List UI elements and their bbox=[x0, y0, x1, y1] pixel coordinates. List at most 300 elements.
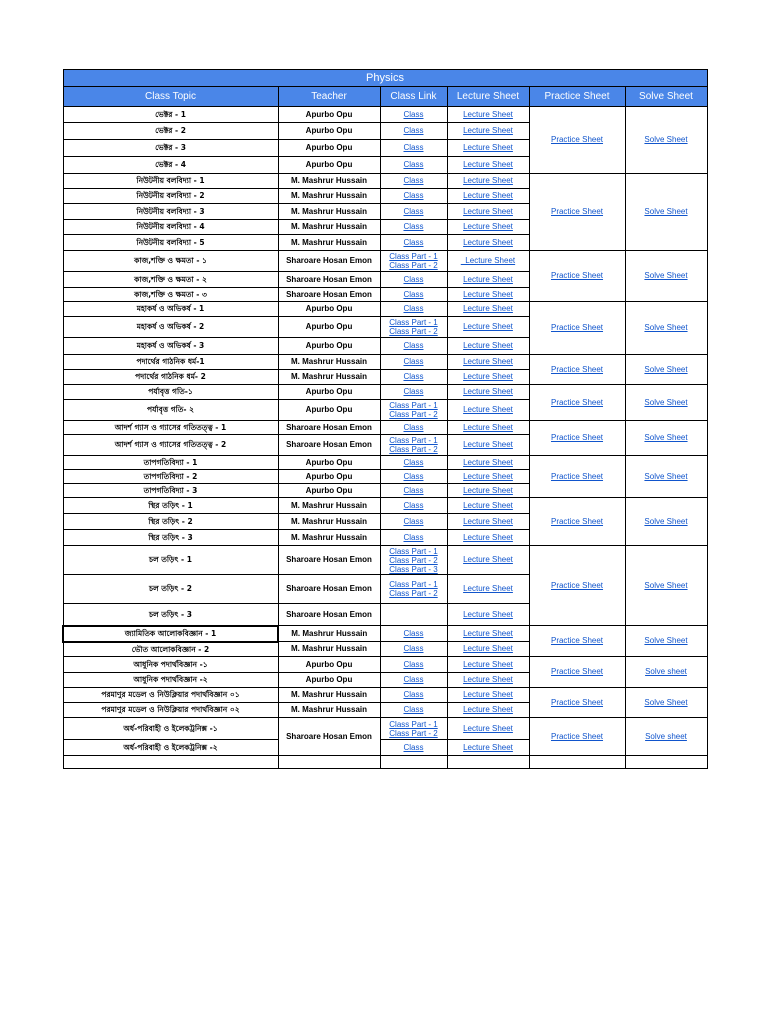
lecture-sheet-cell bbox=[447, 470, 529, 484]
practice-sheet-cell bbox=[529, 456, 625, 498]
teacher-cell: Apurbo Opu bbox=[278, 338, 380, 355]
table-row bbox=[63, 688, 707, 703]
lecture-sheet-link[interactable]: Lecture Sheet bbox=[463, 659, 513, 669]
class-topic-cell: তাপগতিবিদ্যা - 1 bbox=[63, 456, 278, 470]
teacher-cell: Sharoare Hosan Emon bbox=[278, 718, 380, 756]
solve-sheet-link[interactable]: Solve Sheet bbox=[644, 135, 688, 144]
practice-sheet-cell bbox=[529, 718, 625, 756]
lecture-sheet-cell bbox=[447, 235, 529, 251]
class-link-cell bbox=[380, 235, 447, 251]
solve-sheet-link[interactable]: Solve Sheet bbox=[644, 516, 688, 526]
class-topic-cell: চল তড়িৎ - 1 bbox=[63, 546, 278, 575]
lecture-sheet-cell bbox=[447, 657, 529, 673]
practice-sheet-link[interactable]: Practice Sheet bbox=[550, 667, 604, 676]
lecture-sheet-link[interactable]: Lecture Sheet bbox=[463, 341, 513, 350]
lecture-sheet-cell bbox=[447, 703, 529, 718]
class-link[interactable]: Class bbox=[403, 109, 424, 119]
class-link[interactable]: Class bbox=[403, 457, 424, 467]
class-link[interactable]: Class Part - 3 bbox=[389, 564, 438, 574]
table-row bbox=[63, 355, 707, 370]
lecture-sheet-link[interactable]: Lecture Sheet bbox=[463, 357, 513, 366]
class-topic-cell: পরমাণুর মডেল ও নিউক্লিয়ার পদার্থবিজ্ঞান ০১ bbox=[63, 688, 278, 703]
class-topic-cell: ভৌত আলোকবিজ্ঞান - 2 bbox=[63, 642, 278, 657]
solve-sheet-link[interactable]: Solve Sheet bbox=[644, 636, 688, 645]
solve-sheet-cell bbox=[625, 355, 707, 385]
table-row bbox=[63, 756, 707, 769]
lecture-sheet-cell bbox=[447, 421, 529, 435]
class-link[interactable]: Class bbox=[403, 690, 424, 699]
practice-sheet-cell bbox=[529, 251, 625, 302]
class-link[interactable]: Class bbox=[403, 422, 424, 432]
class-topic-cell: আদর্শ গ্যাস ও গ্যাসের গতিতত্ত্ব - 1 bbox=[63, 421, 278, 435]
solve-sheet-link[interactable]: Solve Sheet bbox=[644, 697, 688, 707]
class-link[interactable]: Class Part - 2 bbox=[389, 445, 438, 454]
solve-sheet-link[interactable]: Solve Sheet bbox=[644, 323, 688, 332]
class-link[interactable]: Class Part - 1 bbox=[389, 546, 438, 556]
class-link[interactable]: Class Part - 1 bbox=[389, 252, 438, 261]
lecture-sheet-cell bbox=[447, 626, 529, 642]
class-topic-cell: মহাকর্ষ ও অভিকর্ষ - 1 bbox=[63, 302, 278, 317]
class-link-cell bbox=[380, 718, 447, 740]
class-link-cell bbox=[380, 107, 447, 123]
lecture-sheet-link[interactable]: Lecture Sheet bbox=[463, 289, 513, 299]
table-row bbox=[63, 456, 707, 470]
class-link[interactable]: Class bbox=[403, 628, 424, 638]
lecture-sheet-link[interactable]: Lecture Sheet bbox=[463, 304, 513, 313]
class-topic-cell: তাপগতিবিদ্যা - 2 bbox=[63, 470, 278, 484]
teacher-cell: Apurbo Opu bbox=[278, 456, 380, 470]
practice-sheet-cell bbox=[529, 385, 625, 421]
class-link[interactable]: Class bbox=[403, 705, 424, 714]
class-link-cell bbox=[380, 385, 447, 400]
lecture-sheet-link[interactable]: Lecture Sheet bbox=[463, 109, 513, 119]
teacher-cell: Sharoare Hosan Emon bbox=[278, 575, 380, 604]
lecture-sheet-cell bbox=[447, 288, 529, 302]
lecture-sheet-link[interactable]: Lecture Sheet bbox=[463, 675, 513, 684]
class-topic-cell: নিউটনীয় বলবিদ্যা - 4 bbox=[63, 220, 278, 235]
lecture-sheet-link[interactable]: Lecture Sheet bbox=[463, 422, 513, 432]
practice-sheet-cell bbox=[529, 302, 625, 355]
lecture-sheet-cell bbox=[447, 642, 529, 657]
practice-sheet-cell bbox=[529, 421, 625, 456]
class-link[interactable]: Class bbox=[403, 160, 424, 169]
table-row bbox=[63, 546, 707, 575]
lecture-sheet-link[interactable]: Lecture Sheet bbox=[463, 405, 513, 414]
lecture-sheet-cell bbox=[447, 514, 529, 530]
class-topic-cell: পরমাণুর মডেল ও নিউক্লিয়ার পদার্থবিজ্ঞান ০২ bbox=[63, 703, 278, 718]
class-link-cell bbox=[380, 174, 447, 189]
teacher-cell: M. Mashrur Hussain bbox=[278, 498, 380, 514]
table-body bbox=[63, 107, 707, 769]
table-row bbox=[63, 302, 707, 317]
class-topic-cell: আদর্শ গ্যাস ও গ্যাসের গতিতত্ত্ব - 2 bbox=[63, 435, 278, 456]
practice-sheet-cell bbox=[529, 546, 625, 626]
lecture-sheet-cell bbox=[447, 385, 529, 400]
lecture-sheet-cell bbox=[447, 530, 529, 546]
class-topic-cell: চল তড়িৎ - 2 bbox=[63, 575, 278, 604]
table-row bbox=[63, 718, 707, 740]
class-link-cell bbox=[380, 355, 447, 370]
class-link[interactable]: Class bbox=[403, 341, 424, 350]
solve-sheet-cell bbox=[625, 251, 707, 302]
solve-sheet-cell bbox=[625, 756, 707, 769]
lecture-sheet-cell bbox=[447, 740, 529, 756]
lecture-sheet-link[interactable]: Lecture Sheet bbox=[463, 222, 513, 231]
class-topic-cell: চল তড়িৎ - 3 bbox=[63, 604, 278, 626]
class-topic-cell: পদার্থের গাঠনিক ধর্ম-1 bbox=[63, 355, 278, 370]
class-link-cell bbox=[380, 498, 447, 514]
class-link-cell bbox=[380, 470, 447, 484]
solve-sheet-link[interactable]: Solve Sheet bbox=[644, 271, 688, 280]
class-topic-cell: মহাকর্ষ ও অভিকর্ষ - 2 bbox=[63, 317, 278, 338]
teacher-cell: Apurbo Opu bbox=[278, 123, 380, 140]
solve-sheet-cell bbox=[625, 456, 707, 498]
class-link-cell bbox=[380, 456, 447, 470]
class-link-cell bbox=[380, 302, 447, 317]
class-topic-cell: নিউটনীয় বলবিদ্যা - 5 bbox=[63, 235, 278, 251]
solve-sheet-link[interactable]: Solve Sheet bbox=[644, 471, 688, 481]
solve-sheet-cell bbox=[625, 718, 707, 756]
class-link[interactable]: Class bbox=[403, 304, 424, 313]
lecture-sheet-link[interactable]: _Lecture Sheet bbox=[460, 256, 516, 265]
solve-sheet-link[interactable]: Solve sheet bbox=[645, 731, 687, 741]
class-topic-cell: স্থির তড়িৎ - 2 bbox=[63, 514, 278, 530]
lecture-sheet-cell bbox=[447, 456, 529, 470]
class-link[interactable]: Class Part - 2 bbox=[389, 327, 438, 336]
class-link-cell bbox=[380, 189, 447, 204]
class-topic-cell: অর্ধ-পরিবাহী ও ইলেকট্রনিক্স -১ bbox=[63, 718, 278, 740]
teacher-cell: Apurbo Opu bbox=[278, 484, 380, 498]
lecture-sheet-link[interactable]: Lecture Sheet bbox=[463, 176, 513, 185]
column-header-solve-sheet: Solve Sheet bbox=[625, 87, 707, 107]
class-link-cell bbox=[380, 484, 447, 498]
teacher-cell: Apurbo Opu bbox=[278, 140, 380, 157]
solve-sheet-link[interactable]: Solve Sheet bbox=[644, 364, 688, 374]
solve-sheet-cell bbox=[625, 546, 707, 626]
lecture-sheet-cell bbox=[447, 140, 529, 157]
lecture-sheet-cell bbox=[447, 355, 529, 370]
class-link[interactable]: Class Part - 2 bbox=[389, 261, 438, 270]
practice-sheet-cell bbox=[529, 174, 625, 251]
practice-sheet-link[interactable]: Practice Sheet bbox=[550, 135, 604, 144]
teacher-cell bbox=[278, 756, 380, 769]
class-link[interactable]: Class Part - 1 bbox=[389, 318, 438, 327]
practice-sheet-link[interactable]: Practice Sheet bbox=[550, 731, 604, 741]
solve-sheet-link[interactable]: Solve Sheet bbox=[644, 207, 688, 216]
solve-sheet-cell bbox=[625, 302, 707, 355]
lecture-sheet-link[interactable]: Lecture Sheet bbox=[463, 126, 513, 135]
teacher-cell: Sharoare Hosan Emon bbox=[278, 272, 380, 288]
lecture-sheet-cell bbox=[447, 756, 529, 769]
class-link-cell bbox=[380, 220, 447, 235]
lecture-sheet-link[interactable]: Lecture Sheet bbox=[463, 555, 513, 564]
class-link-cell bbox=[380, 370, 447, 385]
teacher-cell: Sharoare Hosan Emon bbox=[278, 546, 380, 575]
teacher-cell: M. Mashrur Hussain bbox=[278, 370, 380, 385]
class-topic-cell: ভেক্টর - 1 bbox=[63, 107, 278, 123]
solve-sheet-cell bbox=[625, 657, 707, 688]
class-topic-cell: আধুনিক পদার্থবিজ্ঞান -২ bbox=[63, 673, 278, 688]
table-row bbox=[63, 657, 707, 673]
class-link[interactable]: Class Part - 1 bbox=[389, 719, 438, 729]
lecture-sheet-cell bbox=[447, 123, 529, 140]
class-link[interactable]: Class bbox=[403, 237, 424, 247]
lecture-sheet-link[interactable]: Lecture Sheet bbox=[463, 387, 513, 396]
table-row bbox=[63, 626, 707, 642]
class-topic-cell: কাজ,শক্তি ও ক্ষমতা - ২ bbox=[63, 272, 278, 288]
teacher-cell: Apurbo Opu bbox=[278, 673, 380, 688]
lecture-sheet-cell bbox=[447, 338, 529, 355]
lecture-sheet-cell bbox=[447, 220, 529, 235]
teacher-cell: M. Mashrur Hussain bbox=[278, 688, 380, 703]
teacher-cell: M. Mashrur Hussain bbox=[278, 189, 380, 204]
class-topic-cell: আধুনিক পদার্থবিজ্ঞান -১ bbox=[63, 657, 278, 673]
class-link[interactable]: Class bbox=[403, 206, 424, 216]
solve-sheet-cell bbox=[625, 421, 707, 456]
solve-sheet-cell bbox=[625, 385, 707, 421]
lecture-sheet-cell bbox=[447, 317, 529, 338]
class-link[interactable]: Class bbox=[403, 659, 424, 669]
lecture-sheet-link[interactable]: Lecture Sheet bbox=[463, 160, 513, 169]
practice-sheet-link[interactable]: Practice Sheet bbox=[550, 397, 604, 407]
lecture-sheet-link[interactable]: Lecture Sheet bbox=[463, 584, 513, 593]
solve-sheet-cell bbox=[625, 688, 707, 718]
class-link[interactable]: Class bbox=[403, 222, 424, 231]
lecture-sheet-cell bbox=[447, 251, 529, 272]
class-topic-cell: নিউটনীয় বলবিদ্যা - 2 bbox=[63, 189, 278, 204]
class-link[interactable]: Class bbox=[403, 675, 424, 684]
class-link[interactable]: Class Part - 1 bbox=[389, 580, 438, 589]
class-link-cell bbox=[380, 272, 447, 288]
teacher-cell: Apurbo Opu bbox=[278, 385, 380, 400]
practice-sheet-link[interactable]: Practice Sheet bbox=[550, 636, 604, 645]
class-link[interactable]: Class bbox=[403, 516, 424, 526]
practice-sheet-cell bbox=[529, 657, 625, 688]
class-link[interactable]: Class bbox=[403, 143, 424, 152]
table-row bbox=[63, 385, 707, 400]
class-link[interactable]: Class bbox=[403, 372, 424, 381]
teacher-cell: Sharoare Hosan Emon bbox=[278, 251, 380, 272]
solve-sheet-cell bbox=[625, 107, 707, 174]
teacher-cell: M. Mashrur Hussain bbox=[278, 235, 380, 251]
lecture-sheet-link[interactable]: Lecture Sheet bbox=[463, 322, 513, 331]
class-topic-cell: কাজ,শক্তি ও ক্ষমতা - ৩ bbox=[63, 288, 278, 302]
class-topic-cell: ভেক্টর - 2 bbox=[63, 123, 278, 140]
class-topic-cell: স্থির তড়িৎ - 3 bbox=[63, 530, 278, 546]
lecture-sheet-link[interactable]: Lecture Sheet bbox=[463, 705, 513, 714]
teacher-cell: M. Mashrur Hussain bbox=[278, 514, 380, 530]
practice-sheet-link[interactable]: Practice Sheet bbox=[550, 697, 604, 707]
teacher-cell: Sharoare Hosan Emon bbox=[278, 288, 380, 302]
practice-sheet-link[interactable]: Practice Sheet bbox=[550, 207, 604, 216]
lecture-sheet-cell bbox=[447, 688, 529, 703]
practice-sheet-link[interactable]: Practice Sheet bbox=[550, 580, 604, 590]
column-header-practice-sheet: Practice Sheet bbox=[529, 87, 625, 107]
practice-sheet-cell bbox=[529, 107, 625, 174]
solve-sheet-link[interactable]: Solve Sheet bbox=[644, 580, 688, 590]
class-link[interactable]: Class bbox=[403, 644, 424, 653]
practice-sheet-link[interactable]: Practice Sheet bbox=[550, 364, 604, 374]
class-link[interactable]: Class Part - 2 bbox=[389, 410, 438, 419]
lecture-sheet-link[interactable]: Lecture Sheet bbox=[463, 274, 513, 284]
practice-sheet-cell bbox=[529, 355, 625, 385]
class-link-cell bbox=[380, 604, 447, 626]
lecture-sheet-cell bbox=[447, 204, 529, 220]
class-link[interactable]: Class bbox=[403, 471, 424, 481]
solve-sheet-link[interactable]: Solve sheet bbox=[645, 667, 687, 676]
lecture-sheet-cell bbox=[447, 400, 529, 421]
class-link-cell bbox=[380, 530, 447, 546]
teacher-cell: Apurbo Opu bbox=[278, 470, 380, 484]
class-topic-cell: অর্ধ-পরিবাহী ও ইলেকট্রনিক্স -২ bbox=[63, 740, 278, 756]
practice-sheet-cell bbox=[529, 498, 625, 546]
solve-sheet-cell bbox=[625, 174, 707, 251]
lecture-sheet-link[interactable]: Lecture Sheet bbox=[463, 485, 513, 495]
class-link-cell bbox=[380, 435, 447, 456]
class-link-cell bbox=[380, 204, 447, 220]
practice-sheet-link[interactable]: Practice Sheet bbox=[550, 323, 604, 332]
teacher-cell: M. Mashrur Hussain bbox=[278, 703, 380, 718]
teacher-cell: Sharoare Hosan Emon bbox=[278, 435, 380, 456]
table-row bbox=[63, 421, 707, 435]
column-header-class-link: Class Link bbox=[380, 87, 447, 107]
class-link-cell bbox=[380, 575, 447, 604]
solve-sheet-cell bbox=[625, 626, 707, 657]
lecture-sheet-cell bbox=[447, 302, 529, 317]
class-link-cell bbox=[380, 756, 447, 769]
practice-sheet-cell bbox=[529, 626, 625, 657]
lecture-sheet-link[interactable]: Lecture Sheet bbox=[463, 191, 513, 200]
class-link[interactable]: Class bbox=[403, 387, 424, 396]
class-topic-cell: তাপগতিবিদ্যা - 3 bbox=[63, 484, 278, 498]
lecture-sheet-link[interactable]: Lecture Sheet bbox=[463, 644, 513, 653]
class-topic-cell: জ্যামিতিক আলোকবিজ্ঞান - 1 bbox=[63, 626, 278, 642]
class-link-cell bbox=[380, 688, 447, 703]
class-link-cell bbox=[380, 157, 447, 174]
lecture-sheet-link[interactable]: Lecture Sheet bbox=[463, 143, 513, 152]
class-link[interactable]: Class bbox=[403, 289, 424, 299]
table-row bbox=[63, 498, 707, 514]
teacher-cell: Apurbo Opu bbox=[278, 157, 380, 174]
class-link-cell bbox=[380, 673, 447, 688]
teacher-cell: Apurbo Opu bbox=[278, 317, 380, 338]
class-link[interactable]: Class Part - 1 bbox=[389, 401, 438, 410]
class-link[interactable]: Class Part - 2 bbox=[389, 728, 438, 738]
class-link[interactable]: Class bbox=[403, 176, 424, 185]
class-link-cell bbox=[380, 317, 447, 338]
column-header-class-topic: Class Topic bbox=[63, 87, 278, 107]
class-link[interactable]: Class bbox=[403, 500, 424, 510]
table-row bbox=[63, 251, 707, 272]
lecture-sheet-link[interactable]: Lecture Sheet bbox=[463, 723, 513, 733]
lecture-sheet-link[interactable]: Lecture Sheet bbox=[463, 516, 513, 526]
class-link-cell bbox=[380, 546, 447, 575]
solve-sheet-link[interactable]: Solve Sheet bbox=[644, 397, 688, 407]
class-link[interactable]: Class bbox=[403, 532, 424, 542]
teacher-cell: Apurbo Opu bbox=[278, 107, 380, 123]
lecture-sheet-link[interactable]: Lecture Sheet bbox=[463, 471, 513, 481]
table-row bbox=[63, 174, 707, 189]
teacher-cell: M. Mashrur Hussain bbox=[278, 174, 380, 189]
lecture-sheet-link[interactable]: Lecture Sheet bbox=[463, 628, 513, 638]
teacher-cell: M. Mashrur Hussain bbox=[278, 530, 380, 546]
class-link[interactable]: Class Part - 1 bbox=[389, 436, 438, 445]
class-link[interactable]: Class bbox=[403, 126, 424, 135]
practice-sheet-link[interactable]: Practice Sheet bbox=[550, 516, 604, 526]
class-link[interactable]: Class bbox=[403, 274, 424, 284]
lecture-sheet-link[interactable]: Lecture Sheet bbox=[463, 457, 513, 467]
class-link[interactable]: Class bbox=[403, 485, 424, 495]
lecture-sheet-cell bbox=[447, 673, 529, 688]
lecture-sheet-link[interactable]: Lecture Sheet bbox=[463, 742, 513, 752]
lecture-sheet-cell bbox=[447, 189, 529, 204]
solve-sheet-cell bbox=[625, 498, 707, 546]
class-link-cell bbox=[380, 251, 447, 272]
teacher-cell: M. Mashrur Hussain bbox=[278, 355, 380, 370]
class-topic-cell: পর্যাবৃত্ত গতি-১ bbox=[63, 385, 278, 400]
lecture-sheet-cell bbox=[447, 484, 529, 498]
lecture-sheet-link[interactable]: Lecture Sheet bbox=[463, 500, 513, 510]
lecture-sheet-cell bbox=[447, 272, 529, 288]
teacher-cell: Apurbo Opu bbox=[278, 657, 380, 673]
teacher-cell: M. Mashrur Hussain bbox=[278, 220, 380, 235]
practice-sheet-link[interactable]: Practice Sheet bbox=[550, 433, 604, 442]
lecture-sheet-link[interactable]: Lecture Sheet bbox=[463, 690, 513, 699]
class-link-cell bbox=[380, 123, 447, 140]
lecture-sheet-cell bbox=[447, 575, 529, 604]
practice-sheet-link[interactable]: Practice Sheet bbox=[550, 471, 604, 481]
class-topic-cell: স্থির তড়িৎ - 1 bbox=[63, 498, 278, 514]
class-link[interactable]: Class Part - 2 bbox=[389, 589, 438, 598]
lecture-sheet-cell bbox=[447, 107, 529, 123]
class-topic-cell bbox=[63, 756, 278, 769]
class-topic-cell: ভেক্টর - 4 bbox=[63, 157, 278, 174]
class-topic-cell: নিউটনীয় বলবিদ্যা - 1 bbox=[63, 174, 278, 189]
teacher-cell: Apurbo Opu bbox=[278, 400, 380, 421]
class-link-cell bbox=[380, 626, 447, 642]
class-link[interactable]: Class bbox=[403, 742, 424, 752]
solve-sheet-link[interactable]: Solve Sheet bbox=[644, 433, 688, 442]
class-topic-cell: নিউটনীয় বলবিদ্যা - 3 bbox=[63, 204, 278, 220]
teacher-cell: Sharoare Hosan Emon bbox=[278, 604, 380, 626]
lecture-sheet-cell bbox=[447, 546, 529, 575]
lecture-sheet-link[interactable]: Lecture Sheet bbox=[463, 609, 513, 619]
lecture-sheet-link[interactable]: Lecture Sheet bbox=[463, 372, 513, 381]
class-link[interactable]: Class Part - 2 bbox=[389, 555, 438, 565]
class-link-cell bbox=[380, 400, 447, 421]
practice-sheet-cell bbox=[529, 756, 625, 769]
class-link[interactable]: Class bbox=[403, 191, 424, 200]
lecture-sheet-link[interactable]: Lecture Sheet bbox=[463, 532, 513, 542]
lecture-sheet-cell bbox=[447, 498, 529, 514]
class-topic-cell: মহাকর্ষ ও অভিকর্ষ - 3 bbox=[63, 338, 278, 355]
lecture-sheet-link[interactable]: Lecture Sheet bbox=[463, 237, 513, 247]
lecture-sheet-cell bbox=[447, 370, 529, 385]
physics-schedule-table bbox=[62, 69, 708, 769]
class-topic-cell: পদার্থের গাঠনিক ধর্ম- 2 bbox=[63, 370, 278, 385]
class-link-cell bbox=[380, 703, 447, 718]
practice-sheet-link[interactable]: Practice Sheet bbox=[550, 271, 604, 280]
class-link[interactable]: Class bbox=[403, 357, 424, 366]
lecture-sheet-cell bbox=[447, 435, 529, 456]
class-link-cell bbox=[380, 657, 447, 673]
class-topic-cell: পর্যাবৃত্ত গতি- ২ bbox=[63, 400, 278, 421]
class-link-cell bbox=[380, 338, 447, 355]
lecture-sheet-cell bbox=[447, 157, 529, 174]
class-link-cell bbox=[380, 514, 447, 530]
lecture-sheet-link[interactable]: Lecture Sheet bbox=[463, 440, 513, 449]
lecture-sheet-link[interactable]: Lecture Sheet bbox=[463, 206, 513, 216]
